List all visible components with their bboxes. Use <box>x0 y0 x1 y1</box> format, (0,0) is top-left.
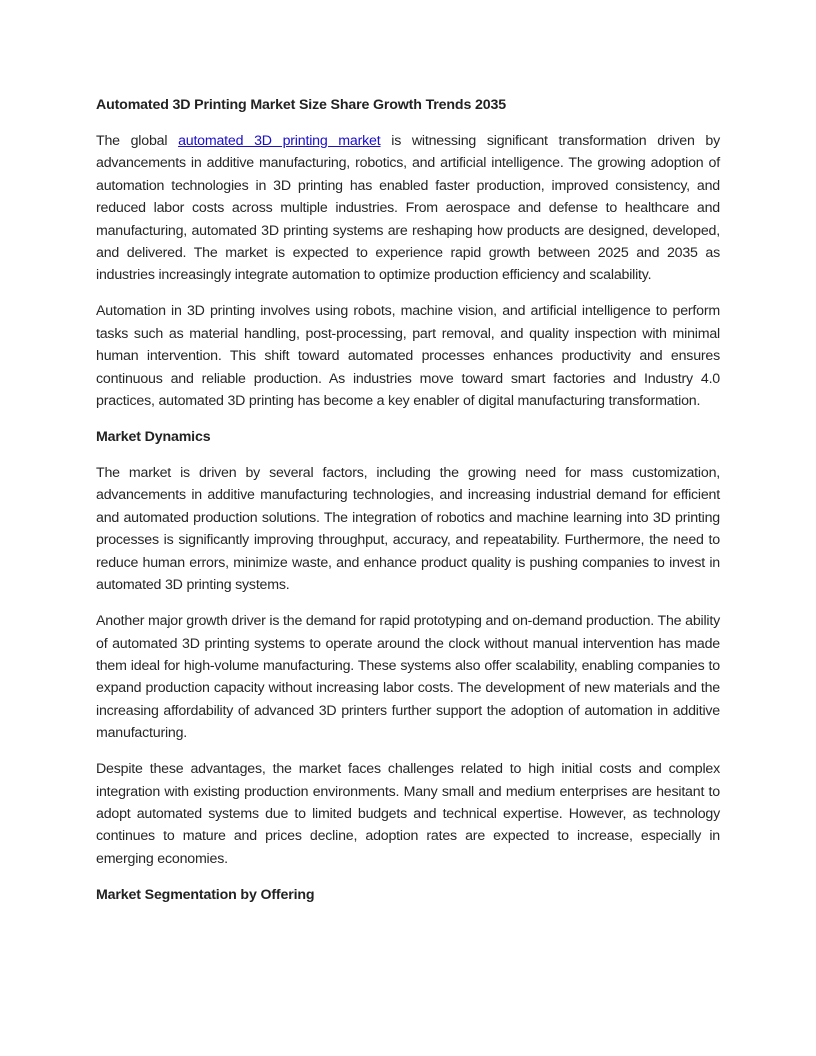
section-heading-market-dynamics: Market Dynamics <box>96 429 211 446</box>
dynamics-paragraph-drivers: The market is driven by several factors, including the growing need for mass customization, advancements in additive manufacturing technologies, and increasing industrial demand for efficient and automated production solutions. The integration of robotics and machine learning into 3D printing processes is significantly improving throughput, accuracy, and repeatability. Furthermore, the need to reduce human errors, minimize waste, and enhance product quality is pushing companies to invest in automated 3D printing systems. <box>96 465 720 594</box>
dynamics-paragraph-challenges: Despite these advantages, the market faces challenges related to high initial costs and complex integration with existing production environments. Many small and medium enterprises are hesitant to adopt automated systems due to limited budgets and technical expertise. However, as technology continues to mature and prices decline, adoption rates are expected to increase, especially in emerging economies. <box>96 761 720 867</box>
market-link[interactable]: automated 3D printing market <box>178 133 381 149</box>
dynamics-paragraph-growth: Another major growth driver is the demand for rapid prototyping and on-demand production. The ability of automated 3D printing systems to operate around the clock without manual intervention has made them ideal for high-volume manufacturing. These systems also offer scalability, enabling companies to expand production capacity without increasing labor costs. The development of new materials and the increasing affordability of advanced 3D printers further support the adoption of automation in additive manufacturing. <box>96 613 720 742</box>
document-title: Automated 3D Printing Market Size Share Growth Trends 2035 <box>96 97 506 113</box>
section-heading-segmentation: Market Segmentation by Offering <box>96 886 315 903</box>
automation-paragraph: Automation in 3D printing involves using robots, machine vision, and artificial intelligence to perform tasks such as material handling, post-processing, part removal, and quality inspection with minimal human intervention. This shift toward automated processes enhances productivity and ensures continuous and reliable production. As industries move toward smart factories and Industry 4.0 practices, automated 3D printing has become a key enabler of digital manufacturing transformation. <box>96 303 720 410</box>
intro-prefix: The global <box>96 133 179 149</box>
intro-paragraph <box>96 130 720 287</box>
document-page <box>96 94 720 920</box>
intro-suffix: is witnessing significant transformation driven by advancements in additive manufacturing, robotics, and artificial intelligence. The growing adoption of automation technologies in 3D printing has enabled faster production, improved consistency, and reduced labor costs across multiple industries. From aerospace and defense to healthcare and manufacturing, automated 3D printing systems are reshaping how products are designed, developed, and delivered. The market is expected to experience rapid growth between 2025 and 2035 as industries increasingly integrate automation to optimize production efficiency and scalability. <box>96 133 720 284</box>
